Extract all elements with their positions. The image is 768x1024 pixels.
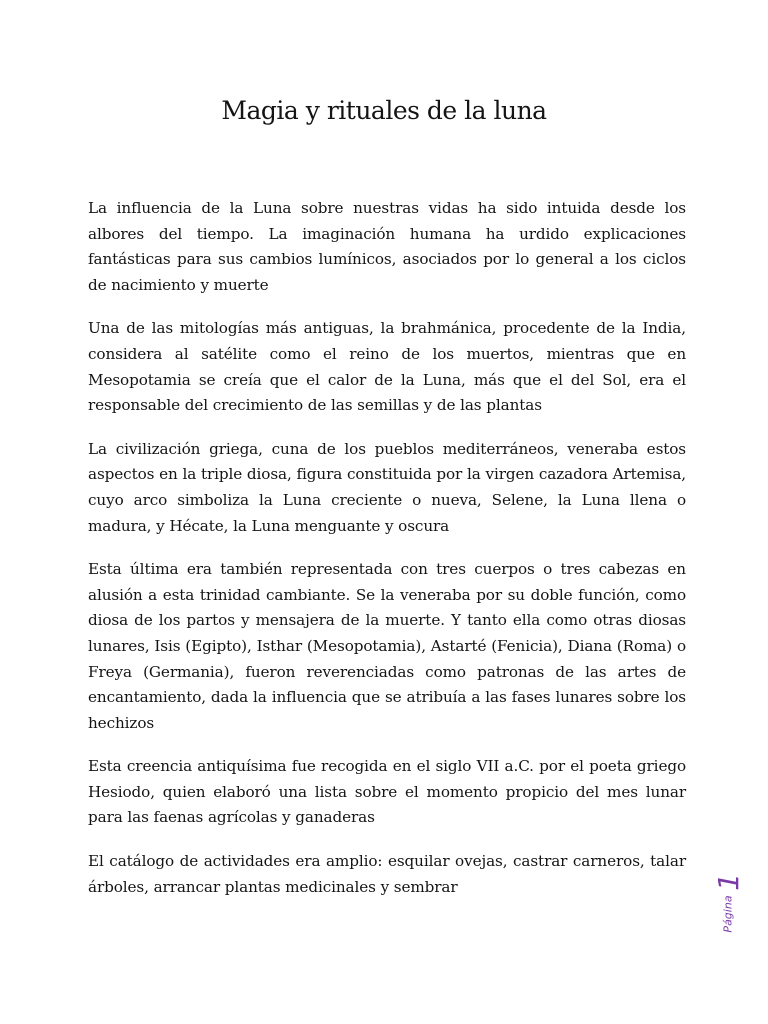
page-number: 1 (711, 873, 745, 891)
page-label: Página (722, 895, 735, 933)
paragraph-6: El catálogo de actividades era amplio: esquilar ovejas, castrar carneros, talar árboles, arrancar plantas medicinales y sembrar (88, 852, 686, 896)
paragraph-4: Esta última era también representada con tres cuerpos o tres cabezas en alusión a esta trinidad cambiante. Se la veneraba por su doble función, como diosa de los partos y mensajera de la muerte. Y tanto ella como otras diosas lunares, Isis (Egipto), Isthar (Mesopotamia), Astarté (Fenicia), Diana (Roma) o Freya (Germania), fueron reverenciadas como patronas de las artes de encantamiento, dada la influencia que se atribuía a las fases lunares sobre los hechizos (88, 560, 686, 732)
paragraph-5: Esta creencia antiquísima fue recogida en el siglo VII a.C. por el poeta griego Hesiodo, quien elaboró una lista sobre el momento propicio del mes lunar para las faenas agrícolas y ganaderas (88, 757, 686, 827)
paragraph-2: Una de las mitologías más antiguas, la brahmánica, procedente de la India, considera al satélite como el reino de los muertos, mientras que en Mesopotamia se creía que el calor de la Luna, más que el del Sol, era el responsable del crecimiento de las semillas y de las plantas (88, 319, 686, 415)
document-title: Magia y rituales de la luna (221, 96, 547, 125)
page-marker (712, 866, 746, 932)
paragraph-3: La civilización griega, cuna de los pueblos mediterráneos, veneraba estos aspectos en la triple diosa, figura constituida por la virgen cazadora Artemisa, cuyo arco simboliza la Luna creciente o nueva, Selene, la Luna llena o madura, y Hécate, la Luna menguante y oscura (88, 439, 686, 535)
document-body (88, 196, 686, 918)
paragraph-1: La influencia de la Luna sobre nuestras vidas ha sido intuida desde los albores del tiempo. La imaginación humana ha urdido explicaciones fantásticas para sus cambios lumínicos, asociados por lo general a los ciclos de nacimiento y muerte (88, 199, 686, 294)
